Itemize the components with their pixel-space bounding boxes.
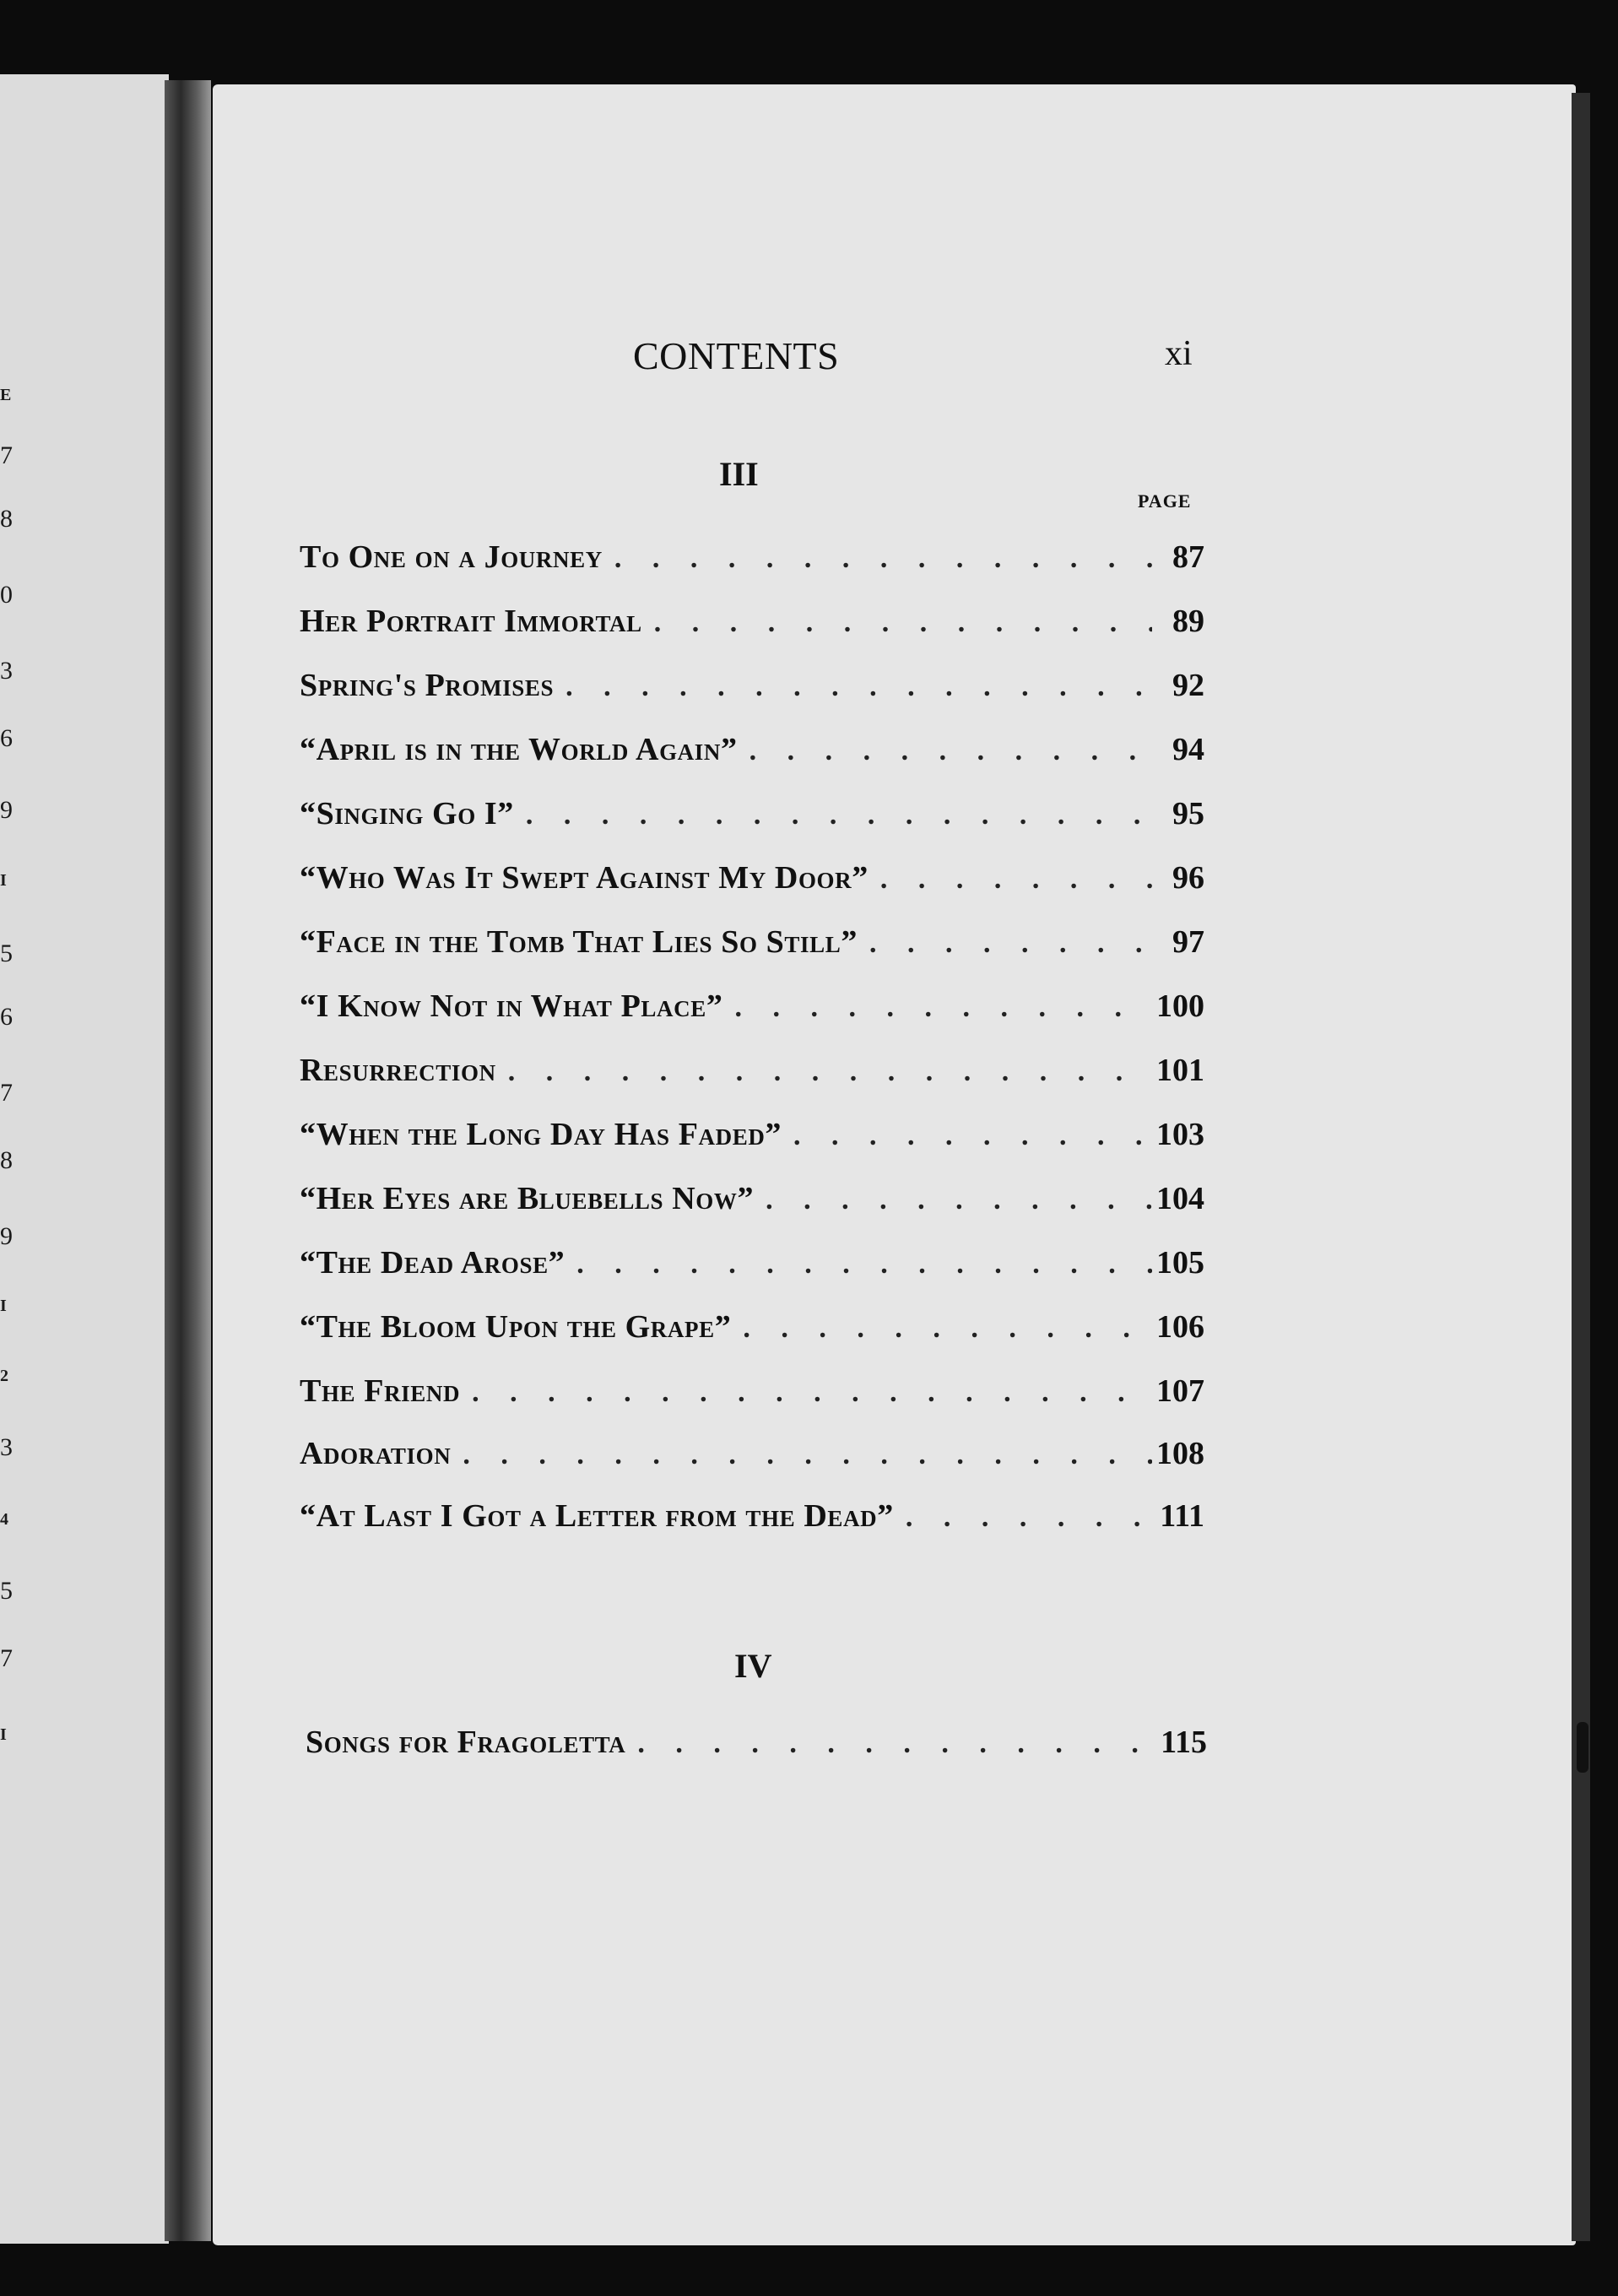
margin-mark: 6 [0, 1003, 13, 1031]
toc-entry[interactable] [300, 859, 1204, 907]
toc-entry-page: 87 [1172, 539, 1204, 575]
dot-leader [738, 735, 1152, 767]
page-title: CONTENTS [633, 334, 840, 377]
dot-leader [451, 1439, 1152, 1471]
margin-mark: 9 [0, 1222, 13, 1250]
margin-mark: I [0, 871, 7, 890]
contents-page [213, 84, 1576, 2245]
margin-mark: 5 [0, 940, 13, 967]
toc-entry-title: Spring's Promises [300, 668, 555, 703]
margin-mark: 2 [0, 1367, 8, 1385]
page-column-label: PAGE [1138, 490, 1192, 512]
dot-leader [754, 1184, 1152, 1216]
margin-mark: 0 [0, 581, 13, 609]
dot-leader [894, 1502, 1152, 1534]
margin-mark: 3 [0, 657, 13, 685]
toc-entry-page: 106 [1156, 1309, 1204, 1345]
toc-entry[interactable] [300, 795, 1204, 842]
dot-leader [858, 928, 1152, 960]
toc-entry-page: 104 [1156, 1181, 1204, 1216]
toc-entry-title: “When the Long Day Has Faded” [300, 1117, 782, 1152]
margin-mark: 7 [0, 1644, 13, 1672]
margin-mark: 7 [0, 441, 13, 469]
toc-entry-page: 89 [1172, 604, 1204, 639]
dot-leader [514, 799, 1152, 831]
toc-entry-page: 96 [1172, 860, 1204, 896]
margin-mark: 9 [0, 796, 13, 824]
margin-mark: 5 [0, 1577, 13, 1605]
toc-entry[interactable] [300, 1497, 1204, 1545]
toc-entry[interactable] [300, 539, 1204, 586]
toc-entry-page: 100 [1156, 988, 1204, 1024]
toc-entry[interactable] [300, 923, 1204, 971]
toc-entry[interactable] [300, 603, 1204, 650]
section-heading: III [719, 455, 759, 493]
margin-mark: I [0, 1297, 7, 1315]
toc-entry-title: The Friend [300, 1373, 461, 1409]
toc-entry[interactable] [300, 1308, 1204, 1356]
margin-mark: 4 [0, 1510, 8, 1529]
dot-leader [722, 992, 1152, 1024]
dot-leader [603, 543, 1152, 575]
margin-mark: 8 [0, 505, 13, 533]
margin-mark: 6 [0, 724, 13, 752]
scan-speck [1577, 1722, 1588, 1773]
toc-entry-title: Her Portrait Immortal [300, 604, 642, 639]
toc-entry-title: “The Bloom Upon the Grape” [300, 1309, 732, 1345]
toc-entry[interactable] [300, 1435, 1204, 1482]
toc-entry-page: 95 [1172, 796, 1204, 831]
toc-entry-page: 103 [1156, 1117, 1204, 1152]
toc-entry[interactable] [300, 667, 1204, 714]
toc-entry-title: “Face in the Tomb That Lies So Still” [300, 924, 858, 960]
toc-entry-page: 105 [1156, 1245, 1204, 1281]
dot-leader [642, 607, 1152, 639]
book-gutter [165, 80, 211, 2241]
margin-mark: E [0, 386, 12, 404]
toc-entry[interactable] [300, 1116, 1204, 1163]
toc-entry-page: 92 [1172, 668, 1204, 703]
toc-entry-title: Resurrection [300, 1053, 496, 1088]
dot-leader [565, 1248, 1152, 1281]
toc-entry-page: 111 [1160, 1498, 1204, 1534]
toc-entry-title: “Who Was It Swept Against My Door” [300, 860, 869, 896]
margin-mark: 8 [0, 1146, 13, 1174]
dot-leader [554, 671, 1152, 703]
toc-entry[interactable] [300, 1244, 1204, 1292]
toc-entry-title: “I Know Not in What Place” [300, 988, 723, 1024]
toc-entry-title: “April is in the World Again” [300, 732, 738, 767]
toc-entry-page: 107 [1156, 1373, 1204, 1409]
toc-entry-page: 97 [1172, 924, 1204, 960]
dot-leader [460, 1377, 1152, 1409]
toc-entry[interactable] [300, 988, 1204, 1035]
section-heading: IV [734, 1647, 772, 1685]
toc-entry-title: “Her Eyes are Bluebells Now” [300, 1181, 755, 1216]
toc-entry-title: “At Last I Got a Letter from the Dead” [300, 1498, 894, 1534]
toc-entry-title: Adoration [300, 1436, 452, 1471]
toc-entry-page: 101 [1156, 1053, 1204, 1088]
toc-entry-title: To One on a Journey [300, 539, 603, 575]
toc-entry-title: “Singing Go I” [300, 796, 514, 831]
dot-leader [731, 1313, 1152, 1345]
facing-page-margin-marks [0, 0, 34, 2296]
margin-mark: I [0, 1725, 7, 1744]
dot-leader [625, 1728, 1155, 1760]
toc-entry-page: 94 [1172, 732, 1204, 767]
margin-mark: 7 [0, 1079, 13, 1107]
toc-entry-page: 115 [1161, 1725, 1207, 1760]
page-number: xi [1165, 334, 1193, 373]
margin-mark: 3 [0, 1433, 13, 1461]
toc-entry[interactable] [300, 1180, 1204, 1227]
dot-leader [496, 1056, 1152, 1088]
toc-entry[interactable] [306, 1724, 1207, 1771]
toc-entry-title: Songs for Fragoletta [306, 1725, 626, 1760]
dot-leader [869, 864, 1152, 896]
toc-entry-page: 108 [1156, 1436, 1204, 1471]
toc-entry[interactable] [300, 731, 1204, 778]
toc-entry[interactable] [300, 1052, 1204, 1099]
toc-entry[interactable] [300, 1373, 1204, 1420]
dot-leader [782, 1120, 1152, 1152]
page-edge-shadow [1572, 93, 1590, 2241]
toc-entry-title: “The Dead Arose” [300, 1245, 565, 1281]
